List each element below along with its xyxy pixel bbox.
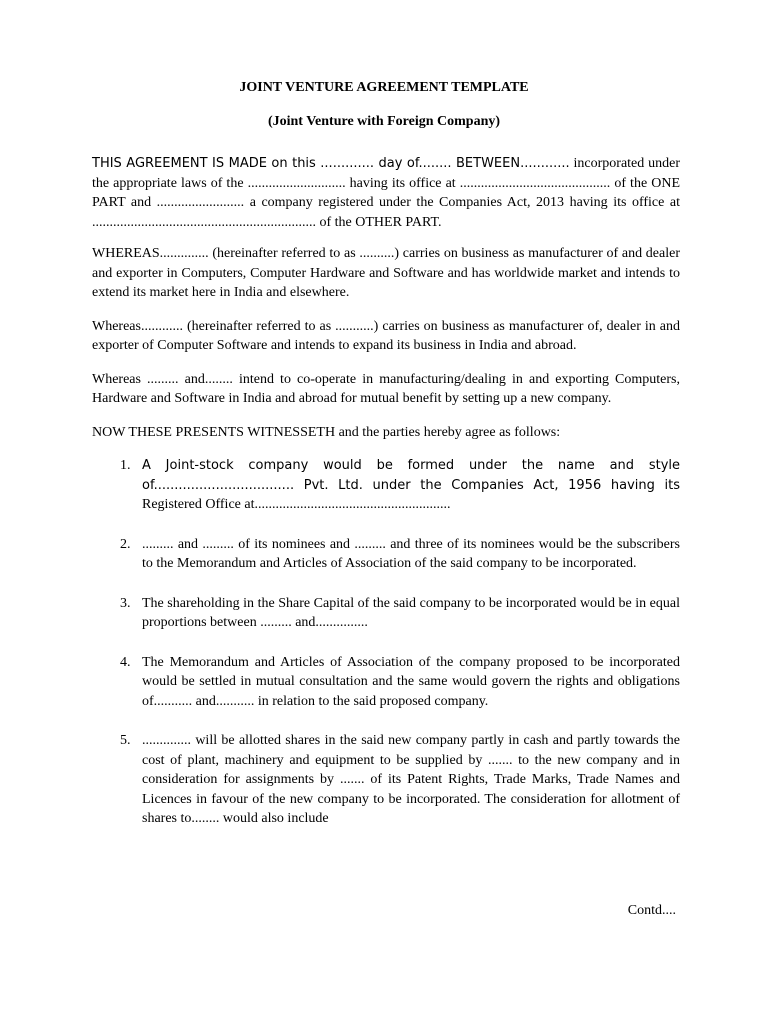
clause-item — [92, 535, 680, 574]
recital-1: WHEREAS.............. (hereinafter referred to as ..........) carries on business as manufacturer of and dealer and exporter in Computers, Computer Hardware and Software and has worldwide market and intends to extend its market here in India and elsewhere. — [92, 246, 680, 300]
clause-number: 5. — [120, 733, 131, 748]
clause-item — [92, 653, 680, 712]
clause-item — [92, 456, 680, 515]
preamble-text: incorporated under the appropriate laws of the ............................ having its office at ........................................... of the ONE PART and ......................... a company registered under the Companies Act, 2013 having its office at ................................................................ of the OTHER PART. — [92, 156, 680, 230]
clause-number: 1. — [120, 458, 131, 473]
recital-3: Whereas ......... and........ intend to co-operate in manufacturing/dealing in and exporting Computers, Hardware and Software in India and abroad for mutual benefit by setting up a new company. — [92, 371, 680, 406]
clause-number: 3. — [120, 595, 131, 611]
recital-2: Whereas............ (hereinafter referred to as ...........) carries on business as manufacturer of, dealer in and exporter of Computer Software and intends to expand its business in India and abroad. — [92, 318, 680, 353]
clause-item — [92, 731, 680, 829]
preamble — [92, 154, 680, 232]
continued-marker: Contd.... — [627, 903, 676, 918]
clause-text: Registered Office at........................................................ — [142, 497, 451, 512]
clause-text-part: ......... and ......... — [142, 536, 239, 552]
clause-text: .............. will be allotted shares in the said new company partly in cash and partly towards the cost of plant, machinery and equipment to be supplied by ....... to the new company and in consideration for assignments by ....... of its Patent Rights, Trade Marks, Trade Names and Licences in favour of the new company to be incorporated. The consideration for allotment of shares to........ would also include — [142, 733, 680, 826]
clause-text: The Memorandum and Articles of Association of the company proposed to be incorporated would be settled in mutual consultation and the same would govern the rights and obligations of........... and........... in relation to the said proposed company. — [142, 654, 680, 709]
clause-text: The shareholding in the Share Capital of the said company to be incorporated would be in equal proportions between ......... and............... — [142, 595, 680, 630]
document-subtitle: (Joint Venture with Foreign Company) — [267, 114, 501, 129]
witnesseth-clause: NOW THESE PRESENTS WITNESSETH and the parties hereby agree as follows: — [92, 424, 561, 440]
clause-list — [92, 456, 680, 829]
clause-text: of its nominees and ......... and three of its nominees would be the subscribers to the Memorandum and Articles of Association of the said company to be incorporated. — [142, 536, 680, 571]
preamble-lead: THIS AGREEMENT IS MADE on this ............. day of........ BETWEEN............ — [92, 156, 570, 171]
clause-item — [92, 594, 680, 633]
document-body — [92, 154, 680, 849]
clause-number: 2. — [120, 536, 131, 552]
clause-text-part: A Joint-stock company would be formed under the name and style of.................................. Pvt. Ltd. under the Companies Act, 1956 having its — [142, 458, 680, 493]
clause-number: 4. — [120, 654, 131, 670]
document-title: JOINT VENTURE AGREEMENT TEMPLATE — [239, 80, 529, 95]
